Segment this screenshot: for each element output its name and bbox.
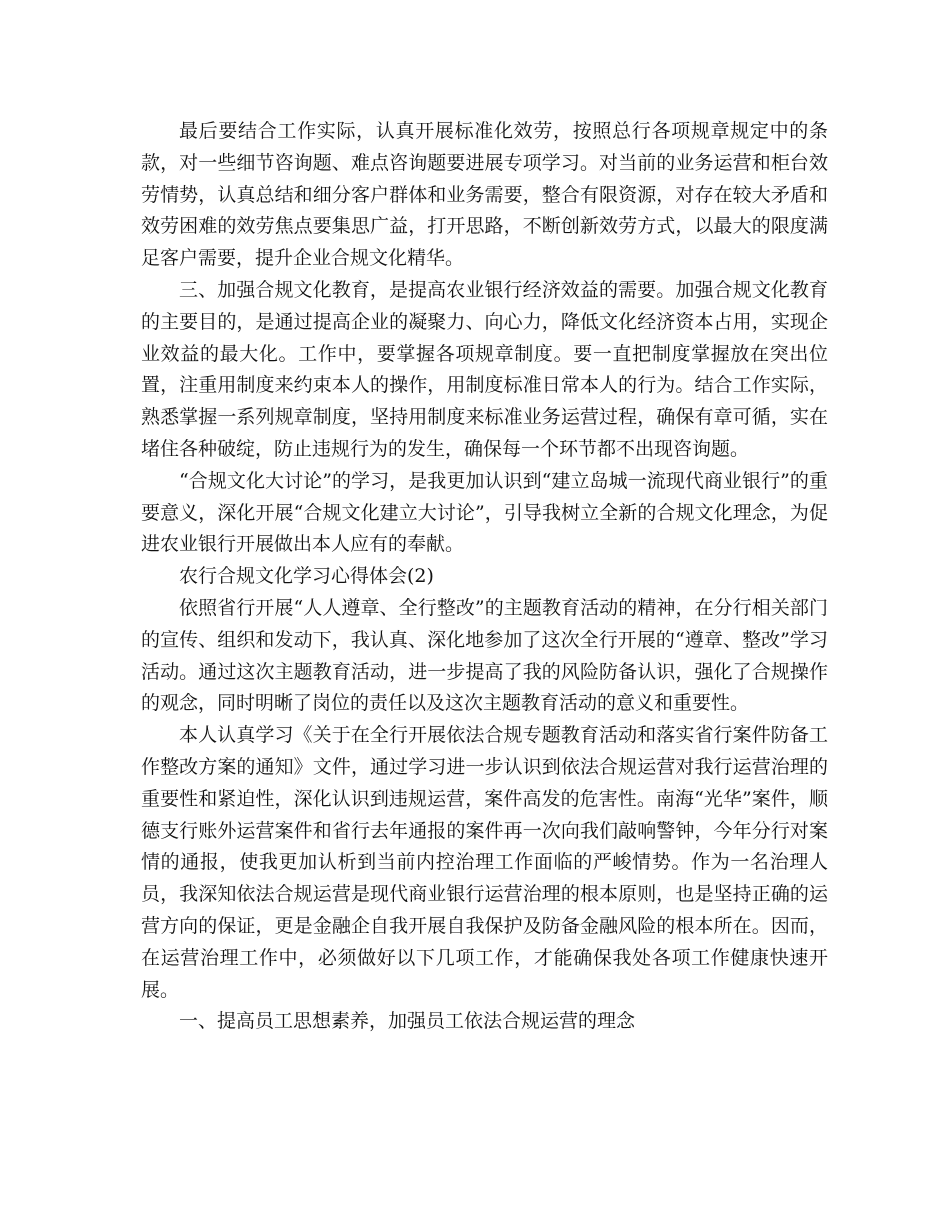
paragraph-theme-activity: 依照省行开展“人人遵章、全行整改”的主题教育活动的精神，在分行相关部门的宣传、组织和发动下，我认真、深化地参加了这次全行开展的“遵章、整改”学习活动。通过这次主题教育活动，进一步提高了我的风险防备认识，强化了合规操作的观念，同时明晰了岗位的责任以及这次主题教育活动的意义和重要性。	[141, 596, 828, 715]
section-heading-part-2: 农行合规文化学习心得体会(2)	[179, 565, 434, 588]
paragraph-discussion-study: “合规文化大讨论”的学习，是我更加认识到“建立岛城一流现代商业银行”的重要意义，深化开展“合规文化建立大讨论”，引导我树立全新的合规文化理念，为促进农业银行开展做出本人应有的奉献。	[141, 469, 828, 556]
document-body	[141, 116, 828, 1038]
paragraph-compliance-education: 三、加强合规文化教育，是提高农业银行经济效益的需要。加强合规文化教育的主要目的，是通过提高企业的凝聚力、向心力，降低文化经济资本占用，实现企业效益的最大化。工作中，要掌握各项规章制度。要一直把制度掌握放在突出位置，注重用制度来约束本人的操作，用制度标准日常本人的行为。结合工作实际，熟悉掌握一系列规章制度，坚持用制度来标准业务运营过程，确保有章可循，实在堵住各种破绽，防止违规行为的发生，确保每一个环节都不出现咨询题。	[141, 278, 828, 460]
paragraph-study-notice: 本人认真学习《关于在全行开展依法合规专题教育活动和落实省行案件防备工作整改方案的通知》文件，通过学习进一步认识到依法合规运营对我行运营治理的重要性和紧迫性，深化认识到违规运营，案件高发的危害性。南海“光华”案件，顺德支行账外运营案件和省行去年通报的案件再一次向我们敲响警钟，今年分行对案情的通报，使我更加认析到当前内控治理工作面临的严峻情势。作为一名治理人员，我深知依法合规运营是现代商业银行运营治理的根本原则，也是坚持正确的运营方向的保证，更是金融企自我开展自我保护及防备金融风险的根本所在。因而，在运营治理工作中，必须做好以下几项工作，才能确保我处各项工作健康快速开展。	[141, 724, 828, 1001]
paragraph-point-one: 一、提高员工思想素养，加强员工依法合规运营的理念	[179, 1010, 636, 1033]
paragraph-service-standard: 最后要结合工作实际，认真开展标准化效劳，按照总行各项规章规定中的条款，对一些细节咨询题、难点咨询题要进展专项学习。对当前的业务运营和柜台效劳情势，认真总结和细分客户群体和业务需要，整合有限资源，对存在较大矛盾和效劳困难的效劳焦点要集思广益，打开思路，不断创新效劳方式，以最大的限度满足客户需要，提升企业合规文化精华。	[141, 120, 828, 270]
